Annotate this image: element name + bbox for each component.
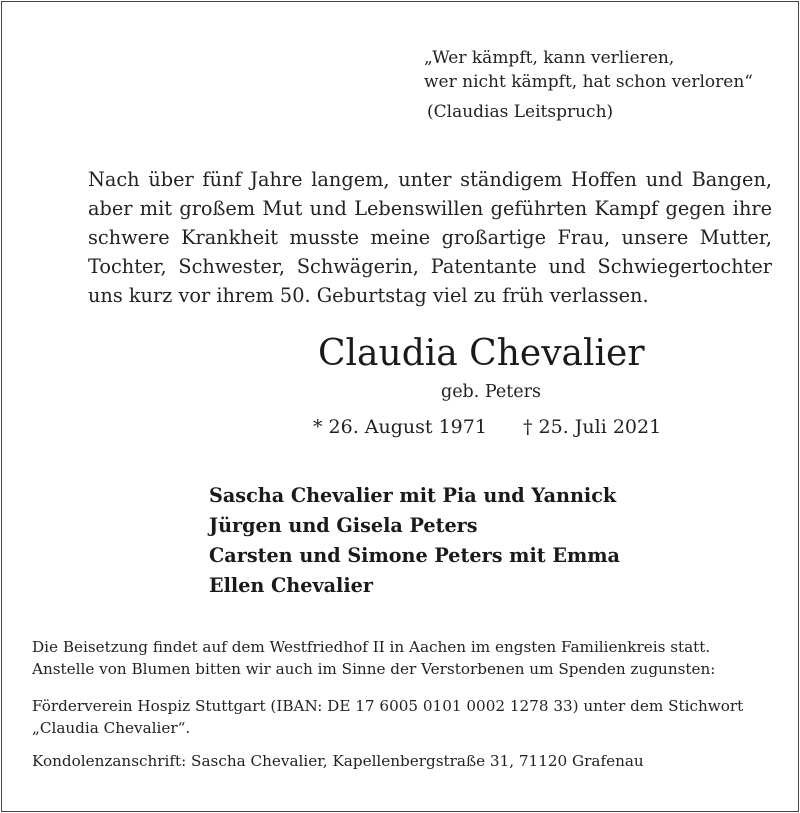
mourner-entry: Carsten und Simone Peters mit Emma (209, 544, 620, 567)
intro-text (88, 165, 772, 310)
mourner-entry: Sascha Chevalier mit Pia und Yannick (209, 484, 617, 507)
donation-line: Förderverein Hospiz Stuttgart (IBAN: DE 17 6005 0101 0002 1278 33) unter dem Stichwort (32, 697, 744, 715)
burial-note (32, 636, 715, 680)
death-date: † 25. Juli 2021 (523, 416, 662, 438)
maiden-name: geb. Peters (441, 382, 541, 402)
motto-quote (424, 46, 753, 94)
intro-line: uns kurz vor ihrem 50. Geburtstag viel zu früh verlassen. (88, 284, 649, 307)
burial-line: Die Beisetzung findet auf dem Westfriedhof II in Aachen im engsten Familienkreis statt. (32, 638, 711, 656)
donation-note (32, 695, 743, 739)
intro-line: schwere Krankheit musste meine großartige Frau, unsere Mutter, (88, 226, 772, 249)
motto-line-2: wer nicht kämpft, hat schon verloren“ (424, 72, 753, 92)
intro-line: Nach über fünf Jahre langem, unter ständigem Hoffen und Bangen, (88, 168, 772, 191)
motto-source: (Claudias Leitspruch) (427, 102, 614, 122)
mourner-entry: Jürgen und Gisela Peters (209, 514, 478, 537)
donation-line: „Claudia Chevalier“. (32, 719, 191, 737)
birth-date: * 26. August 1971 (313, 416, 487, 438)
intro-line: Tochter, Schwester, Schwägerin, Patentante und Schwiegertochter (88, 255, 772, 278)
mourners-list (209, 481, 620, 601)
intro-line: aber mit großem Mut und Lebenswillen geführten Kampf gegen ihre (88, 197, 772, 220)
burial-line: Anstelle von Blumen bitten wir auch im Sinne der Verstorbenen um Spenden zugunsten: (32, 660, 716, 678)
mourner-entry: Ellen Chevalier (209, 574, 373, 597)
condolence-address: Kondolenzanschrift: Sascha Chevalier, Kapellenbergstraße 31, 71120 Grafenau (32, 752, 644, 770)
motto-line-1: „Wer kämpft, kann verlieren, (424, 48, 675, 68)
deceased-name: Claudia Chevalier (318, 333, 645, 374)
notice-border (1, 1, 799, 812)
